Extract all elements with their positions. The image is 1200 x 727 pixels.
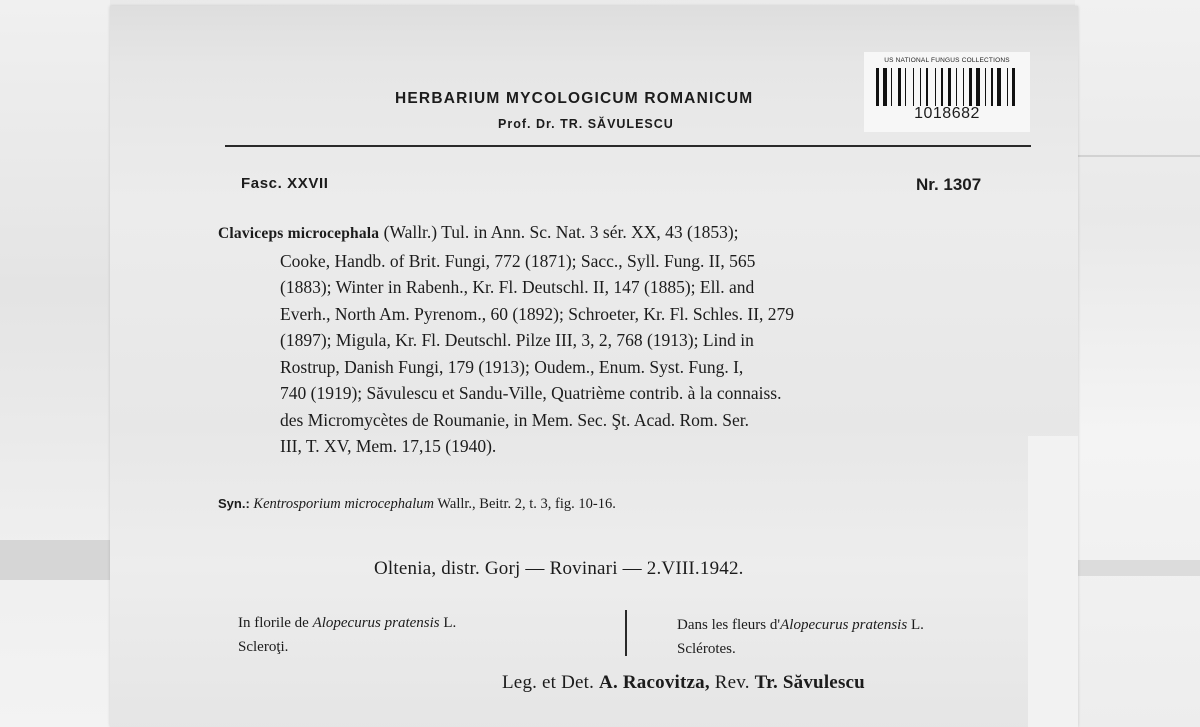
literature-references xyxy=(218,219,794,460)
herbarium-subtitle: Prof. Dr. TR. SĂVULESCU xyxy=(498,117,674,131)
host-name-ro: Alopecurus pratensis xyxy=(312,615,440,631)
habitat-french xyxy=(677,613,924,661)
reference-line-first xyxy=(218,219,794,248)
herbarium-title: HERBARIUM MYCOLOGICUM ROMANICUM xyxy=(395,90,754,107)
header-rule xyxy=(225,145,1031,147)
habitat-fr-suffix: L. xyxy=(907,617,924,633)
habitat-fr-prefix: Dans les fleurs d' xyxy=(677,617,781,633)
reference-line: Everh., North Am. Pyrenom., 60 (1892); Schroeter, Kr. Fl. Schles. II, 279 xyxy=(280,303,795,324)
mounting-sheet-band xyxy=(0,540,110,580)
mounting-sheet-left xyxy=(0,0,110,727)
barcode-number: 1018682 xyxy=(914,105,980,122)
synonym-label: Syn.: xyxy=(218,496,250,511)
reviser-prefix: Rev. xyxy=(709,672,755,693)
fascicle-number: Fasc. XXVII xyxy=(241,175,329,192)
sheet-edge-band xyxy=(1075,560,1200,576)
barcode-icon xyxy=(876,68,1018,106)
reference-line: des Micromycètes de Roumanie, in Mem. Sec. Şt. Acad. Rom. Ser. xyxy=(280,409,750,430)
habitat-ro-prefix: In florile de xyxy=(238,615,313,631)
label-fold xyxy=(1028,436,1078,727)
exsiccata-number: Nr. 1307 xyxy=(916,175,982,194)
reference-line: Cooke, Handb. of Brit. Fungi, 772 (1871); Sacc., Syll. Fung. II, 565 xyxy=(280,250,756,271)
reference-line: Rostrup, Danish Fungi, 179 (1913); Oudem., Enum. Syst. Fung. I, xyxy=(280,356,744,377)
locality-date: Oltenia, distr. Gorj — Rovinari — 2.VIII.1942. xyxy=(374,558,744,579)
sheet-edge-line xyxy=(1075,155,1200,157)
column-divider xyxy=(625,610,627,656)
collector-prefix: Leg. et Det. xyxy=(502,672,600,693)
collector-name: A. Racovitza, xyxy=(599,672,710,693)
reference-line: 740 (1919); Săvulescu et Sandu-Ville, Quatrième contrib. à la connaiss. xyxy=(280,383,782,403)
barcode-caption: US NATIONAL FUNGUS COLLECTIONS xyxy=(884,57,1010,64)
habitat-romanian xyxy=(238,611,456,659)
synonym xyxy=(218,496,616,513)
species-name: Claviceps microcephala xyxy=(218,225,380,242)
herbarium-label xyxy=(110,6,1078,727)
reference-first-rest: (Wallr.) Tul. in Ann. Sc. Nat. 3 sér. XX, 43 (1853); xyxy=(379,222,739,242)
reviser-name: Tr. Săvulescu xyxy=(754,672,865,693)
collector-line xyxy=(502,672,865,694)
synonym-citation: Wallr., Beitr. 2, t. 3, fig. 10-16. xyxy=(434,496,616,512)
reference-line: III, T. XV, Mem. 17,15 (1940). xyxy=(280,436,497,456)
host-name-fr: Alopecurus pratensis xyxy=(780,617,908,633)
habitat-fr-line2: Sclérotes. xyxy=(677,641,736,657)
barcode-label xyxy=(864,52,1030,132)
habitat-ro-line2: Scleroţi. xyxy=(238,639,289,655)
reference-line: (1897); Migula, Kr. Fl. Deutschl. Pilze III, 3, 2, 768 (1913); Lind in xyxy=(280,330,754,350)
mounting-sheet-right xyxy=(1075,0,1200,727)
habitat-ro-suffix: L. xyxy=(439,615,457,631)
reference-line: (1883); Winter in Rabenh., Kr. Fl. Deutschl. II, 147 (1885); Ell. and xyxy=(280,277,755,297)
synonym-name: Kentrosporium microcephalum xyxy=(253,496,434,512)
